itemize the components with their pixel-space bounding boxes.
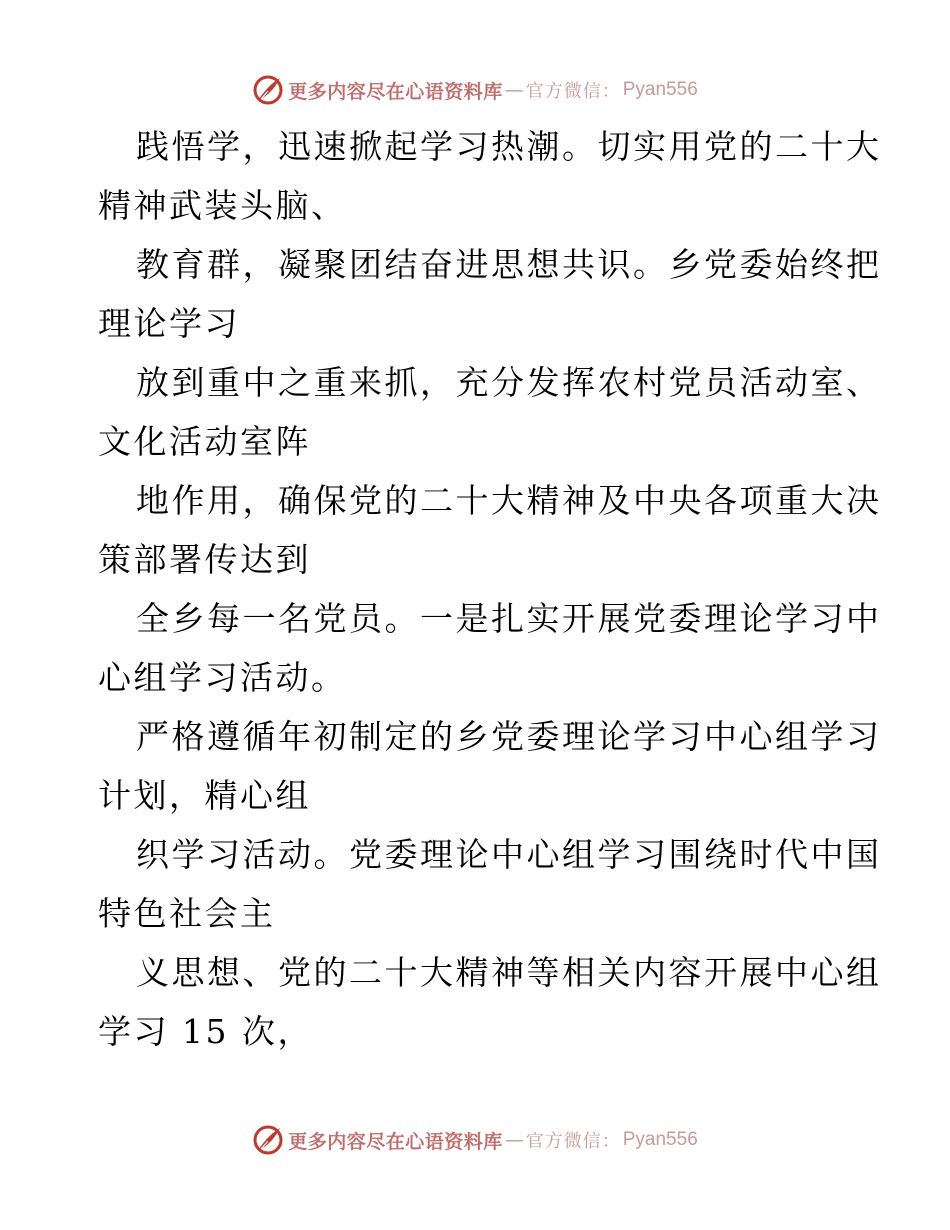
footer-watermark-banner [0, 1120, 950, 1160]
header-wechat-id: Pyan556 [622, 79, 698, 100]
body-line: 全乡每一名党员。一是扎实开展党委理论学习中 [136, 599, 882, 638]
body-line: 计划，精心组 [98, 776, 311, 815]
red-feather-pen-logo-icon [252, 74, 284, 106]
body-line: 学习 15 次， [98, 1012, 313, 1051]
body-line: 放到重中之重来抓，充分发挥农村党员活动室、 [136, 363, 882, 402]
body-line: 教育群，凝聚团结奋进思想共识。乡党委始终把 [136, 245, 882, 284]
footer-wechat-id: Pyan556 [622, 1129, 698, 1150]
footer-wechat-label: 官方微信： [525, 1131, 621, 1152]
body-line: 织学习活动。党委理论中心组学习围绕时代中国 [136, 835, 882, 874]
body-line: 理论学习 [98, 304, 240, 343]
body-line: 文化活动室阵 [98, 422, 311, 461]
body-line: 心组学习活动。 [98, 658, 347, 697]
header-wechat-label: 官方微信： [525, 81, 621, 102]
header-watermark-banner [0, 70, 950, 110]
header-brand-text: 更多内容尽在心语资料库 [288, 80, 503, 103]
document-body [98, 117, 882, 1061]
body-line: 地作用，确保党的二十大精神及中央各项重大决 [136, 481, 882, 520]
body-line: 严格遵循年初制定的乡党委理论学习中心组学习 [136, 717, 882, 756]
body-line: 义思想、党的二十大精神等相关内容开展中心组 [136, 953, 882, 992]
footer-separator: — [504, 1129, 524, 1151]
body-line: 践悟学，迅速掀起学习热潮。切实用党的二十大 [136, 127, 882, 166]
body-line: 精神武装头脑、 [98, 186, 347, 225]
body-line: 策部署传达到 [98, 540, 311, 579]
body-line: 特色社会主 [98, 894, 276, 933]
red-feather-pen-logo-icon [252, 1124, 284, 1156]
footer-brand-text: 更多内容尽在心语资料库 [288, 1130, 503, 1153]
header-separator: — [504, 79, 524, 101]
